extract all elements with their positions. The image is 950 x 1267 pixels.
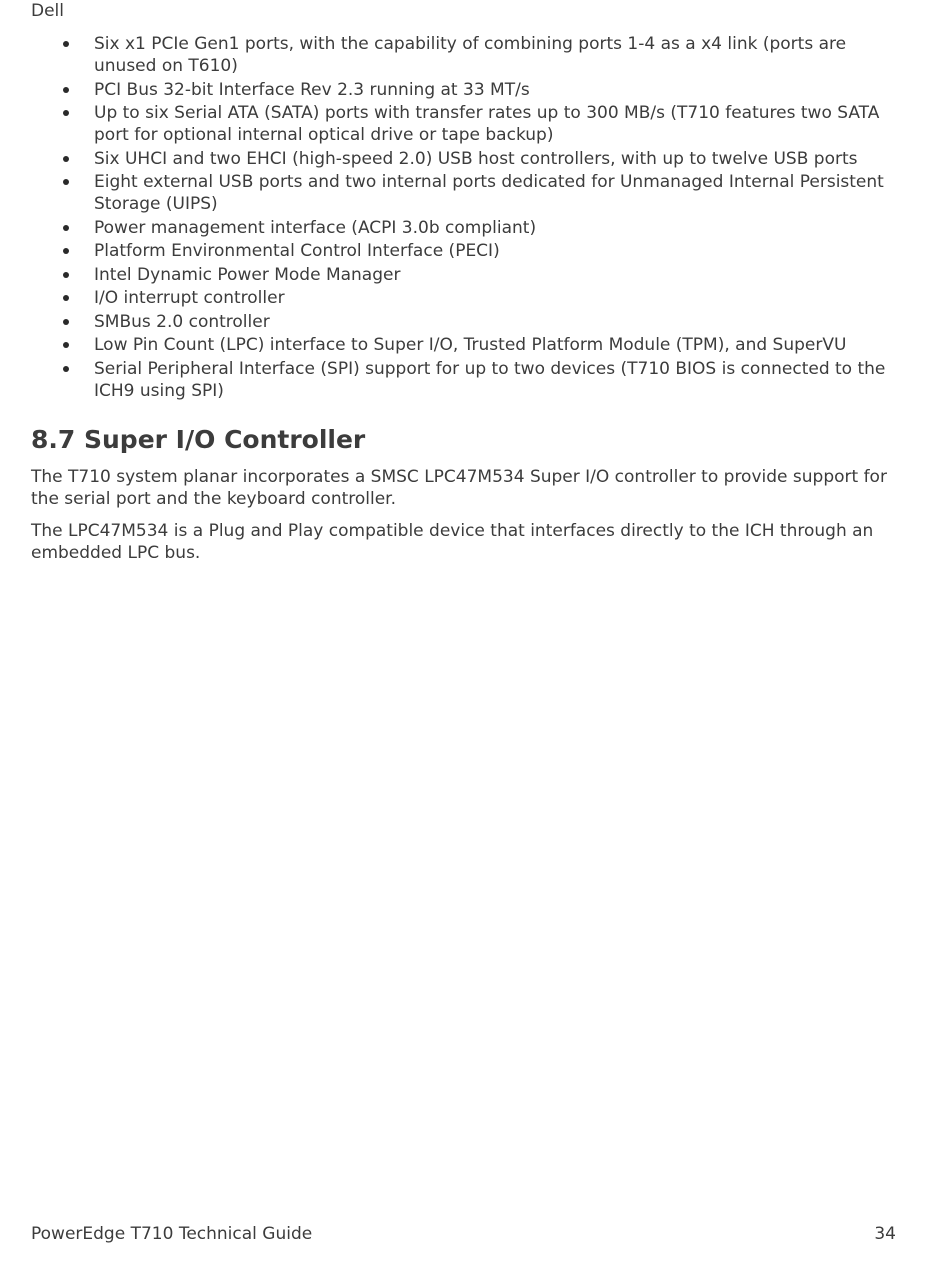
list-item (31, 171, 901, 215)
list-item-text: Up to six Serial ATA (SATA) ports with transfer rates up to 300 MB/s (T710 features two SATA port for optional internal optical drive or tape backup) (94, 103, 880, 145)
section-paragraph-1: The T710 system planar incorporates a SMSC LPC47M534 Super I/O controller to provide support for the serial port and the keyboard controller. (31, 467, 887, 509)
section-heading: 8.7 Super I/O Controller (31, 425, 366, 454)
list-item (31, 217, 901, 239)
bullet-icon (63, 366, 69, 372)
list-item (31, 79, 901, 101)
list-item-text: Power management interface (ACPI 3.0b compliant) (94, 217, 537, 238)
bullet-icon (63, 41, 69, 47)
list-item-text: Platform Environmental Control Interface (PECI) (94, 241, 500, 261)
bullet-icon (63, 248, 69, 254)
footer-page-number: 34 (874, 1224, 896, 1244)
section-paragraph-2: The LPC47M534 is a Plug and Play compatible device that interfaces directly to the ICH through an embedded LPC bus. (31, 521, 874, 563)
list-item (31, 358, 901, 402)
list-item-text: Serial Peripheral Interface (SPI) support for up to two devices (T710 BIOS is connected to the ICH9 using SPI) (94, 358, 886, 401)
bullet-icon (63, 110, 69, 116)
bullet-icon (63, 319, 69, 325)
list-item-text: PCI Bus 32-bit Interface Rev 2.3 running at 33 MT/s (94, 79, 530, 100)
list-item-text: Six x1 PCIe Gen1 ports, with the capability of combining ports 1-4 as a x4 link (ports are unused on T610) (94, 34, 847, 76)
list-item-text: I/O interrupt controller (94, 288, 285, 308)
list-item-text: SMBus 2.0 controller (94, 311, 270, 332)
page-header-brand: Dell (31, 1, 64, 21)
bullet-icon (63, 156, 69, 162)
bullet-icon (63, 342, 69, 348)
list-item-text: Intel Dynamic Power Mode Manager (94, 264, 401, 285)
bullet-icon (63, 87, 69, 93)
bullet-icon (63, 179, 69, 185)
list-item (31, 102, 901, 146)
footer-document-title: PowerEdge T710 Technical Guide (31, 1224, 313, 1244)
list-item (31, 334, 901, 356)
bullet-icon (63, 272, 69, 278)
list-item (31, 311, 901, 333)
list-item (31, 148, 901, 170)
list-item (31, 240, 901, 262)
list-item-text: Six UHCI and two EHCI (high-speed 2.0) USB host controllers, with up to twelve USB ports (94, 148, 858, 169)
bullet-icon (63, 225, 69, 231)
list-item (31, 264, 901, 286)
list-item (31, 287, 901, 309)
bullet-icon (63, 295, 69, 301)
list-item-text: Low Pin Count (LPC) interface to Super I/O, Trusted Platform Module (TPM), and SuperVU (94, 335, 847, 355)
list-item-text: Eight external USB ports and two internal ports dedicated for Unmanaged Internal Persistent Storage (UIPS) (94, 172, 884, 214)
feature-list (31, 33, 901, 403)
list-item (31, 33, 901, 77)
